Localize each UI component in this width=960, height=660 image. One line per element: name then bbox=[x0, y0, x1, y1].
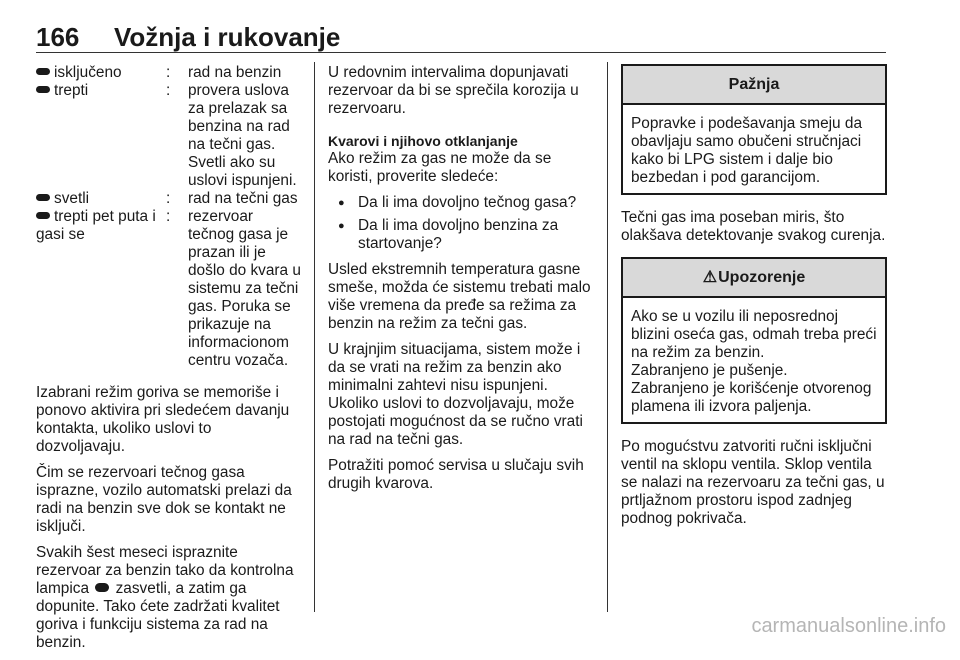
column-divider bbox=[607, 62, 608, 612]
column-middle bbox=[328, 64, 596, 501]
page-header bbox=[36, 22, 886, 52]
checklist bbox=[328, 194, 596, 253]
status-label: trepti bbox=[54, 82, 89, 99]
warning-title: Upozorenje bbox=[718, 269, 806, 286]
paragraph: Potražiti pomoć servisa u slučaju svih drugih kvarova. bbox=[328, 457, 584, 492]
status-label: isključeno bbox=[54, 64, 122, 81]
paragraph: Usled ekstremnih temperatura gasne smeše, možda će sistemu trebati malo više vremena da pređe sa režima za benzin na režim za tečni gas. bbox=[328, 261, 591, 332]
warning-line: Ako se u vozilu ili neposrednoj blizini oseća gas, odmah treba preći na režim za benzin. bbox=[631, 308, 877, 361]
section-heading: Kvarovi i njihovo otklanjanje bbox=[328, 133, 518, 149]
warning-header bbox=[623, 259, 885, 298]
page-number: 166 bbox=[36, 22, 80, 52]
column-right bbox=[621, 64, 887, 536]
status-value: rad na tečni gas bbox=[188, 190, 298, 207]
status-label: svetli bbox=[54, 190, 90, 207]
indicator-lamp-icon bbox=[36, 194, 50, 201]
watermark: carmanualsonline.info bbox=[751, 615, 946, 637]
indicator-lamp-icon bbox=[95, 583, 109, 592]
status-row: isključeno : rad na benzin bbox=[36, 64, 302, 82]
indicator-lamp-icon bbox=[36, 68, 50, 75]
status-table bbox=[36, 64, 302, 370]
header-rule bbox=[36, 52, 886, 53]
warning-line: Zabranjeno je korišćenje otvorenog plamena ili izvora paljenja. bbox=[631, 380, 872, 415]
paragraph: U redovnim intervalima dopunjavati rezervoar da bi se sprečila korozija u rezervoaru. bbox=[328, 64, 579, 117]
page-title: Vožnja i rukovanje bbox=[114, 22, 341, 52]
warning-line: Zabranjeno je pušenje. bbox=[631, 362, 788, 379]
paragraph: Izabrani režim goriva se memoriše i ponovo aktivira pri sledećem davanju kontakta, ukoliko uslovi to dozvoljavaju. bbox=[36, 384, 290, 455]
warning-body bbox=[623, 298, 885, 422]
indicator-lamp-icon bbox=[36, 86, 50, 93]
notice-body: Popravke i podešavanja smeju da obavljaju samo obučeni stručnjaci kako bi LPG sistem i dalje bio bezbedan i pod garancijom. bbox=[631, 115, 863, 186]
warning-box bbox=[621, 257, 887, 424]
status-value: rad na benzin bbox=[188, 64, 282, 81]
status-row: trepti pet puta i gasi se : rezervoar tečnog gasa je prazan ili je došlo do kvara u sistemu za tečni gas. Poruka se prikazuje na informacionom centru vozača. bbox=[36, 208, 301, 369]
column-left bbox=[36, 64, 302, 660]
paragraph: Tečni gas ima poseban miris, što olakšava detektovanje svakog curenja. bbox=[621, 209, 886, 244]
list-item: ● Da li ima dovoljno tečnog gasa? bbox=[328, 194, 596, 212]
warning-triangle-icon: ⚠ bbox=[702, 269, 718, 286]
status-value: rezervoar tečnog gasa je prazan ili je došlo do kvara u sistemu za tečni gas. Poruka se prikazuje na informacionom centru vozača. bbox=[188, 208, 301, 369]
list-item: ● Da li ima dovoljno benzina za startovanje? bbox=[328, 217, 596, 253]
indicator-lamp-icon bbox=[36, 212, 50, 219]
status-value: provera uslova za prelazak sa benzina na rad na tečni gas. Svetli ako su uslovi ispunjeni. bbox=[188, 82, 297, 189]
notice-box bbox=[621, 64, 887, 195]
paragraph: Svakih šest meseci ispraznite rezervoar za benzin tako da kontrolna lampica zasvetli, a zatim ga dopunite. Tako ćete zadržati kvalitet goriva i funkciju sistema za rad na benzin. bbox=[36, 544, 294, 651]
paragraph: Čim se rezervoari tečnog gasa isprazne, vozilo automatski prelazi da radi na benzin sve dok se kontakt ne isključi. bbox=[36, 464, 292, 535]
status-row: svetli : rad na tečni gas bbox=[36, 190, 302, 208]
column-divider bbox=[314, 62, 315, 612]
status-row: trepti : provera uslova za prelazak sa benzina na rad na tečni gas. Svetli ako su uslovi ispunjeni. bbox=[36, 82, 302, 190]
notice-title: Pažnja bbox=[623, 66, 885, 105]
status-label: trepti pet puta i gasi se bbox=[36, 208, 156, 243]
paragraph: Ako režim za gas ne može da se koristi, proverite sledeće: bbox=[328, 150, 552, 185]
paragraph: Po mogućstvu zatvoriti ručni isključni ventil na sklopu ventila. Sklop ventila se nalazi na rezervoaru za tečni gas, u prtljažnom prostoru ispod zadnjeg podnog pokrivača. bbox=[621, 438, 885, 527]
paragraph: U krajnjim situacijama, sistem može i da se vrati na režim za benzin ako minimalni zahtevi nisu ispunjeni. Ukoliko uslovi to dozvoljavaju, može postojati mogućnost da se ručno vrati na rad na tečni gas. bbox=[328, 341, 583, 448]
